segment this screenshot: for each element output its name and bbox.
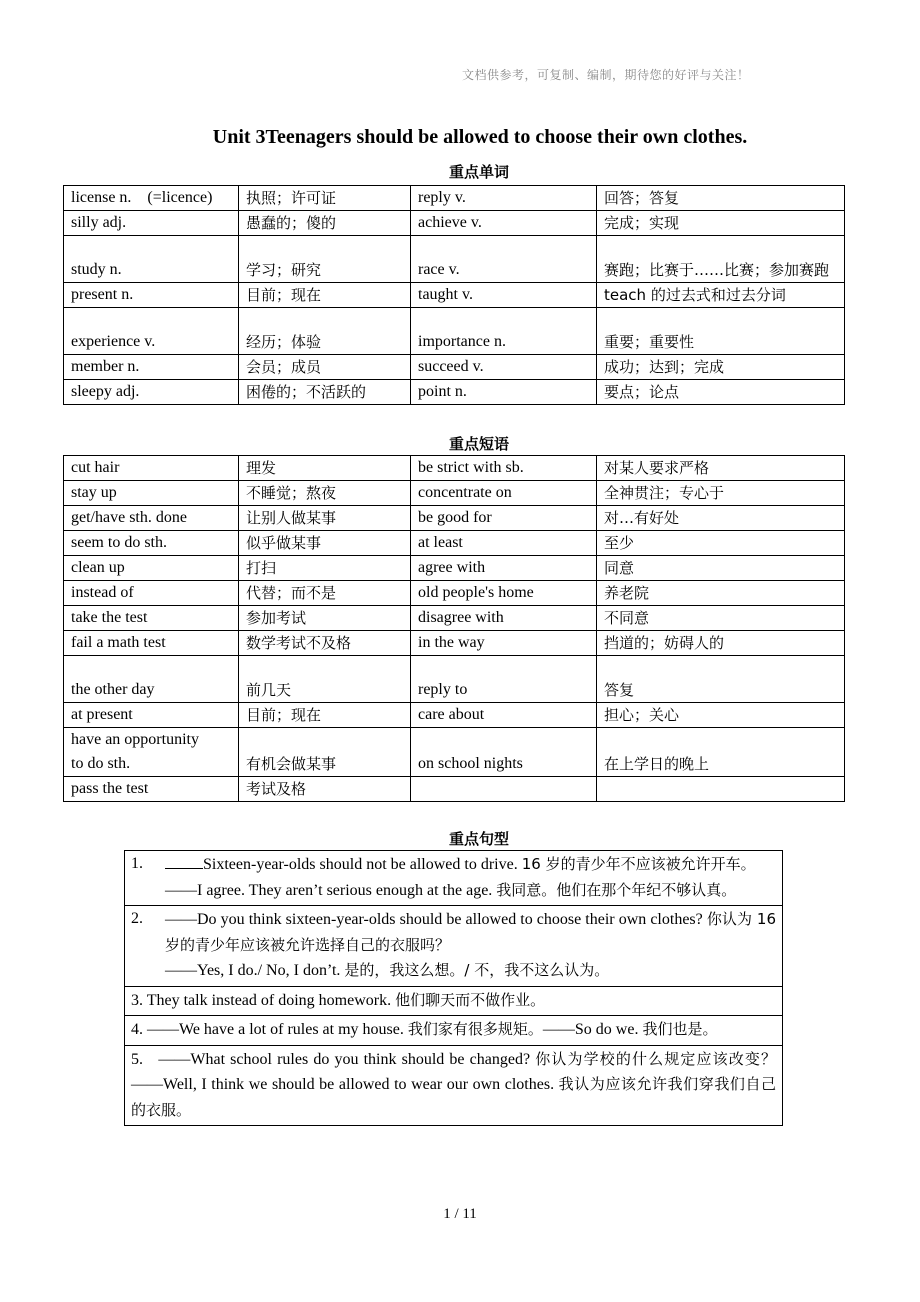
- sentence-cn: 16 岁的青少年不应该被允许开车。: [521, 855, 756, 873]
- table-row: [125, 986, 783, 1016]
- sentence-en: ——I agree. They aren’t serious enough at the age.: [165, 881, 493, 899]
- table-row: [64, 656, 845, 703]
- phrase-meaning: 对…有好处: [597, 506, 845, 531]
- table-row: [64, 380, 845, 405]
- phrase-text: stay up: [64, 481, 239, 506]
- phrase-meaning: 前几天: [239, 656, 411, 703]
- phrase-text: pass the test: [64, 777, 239, 802]
- answer-blank: [165, 852, 203, 869]
- phrase-text: be strict with sb.: [411, 456, 597, 481]
- table-row: [64, 581, 845, 606]
- sentence-item-5: [125, 1045, 783, 1126]
- vocab-meaning: teach 的过去式和过去分词: [597, 283, 845, 308]
- vocab-word: silly adj.: [64, 211, 239, 236]
- sentence-en: ——Yes, I do./ No, I don’t.: [165, 962, 341, 979]
- vocab-meaning: 困倦的；不活跃的: [239, 380, 411, 405]
- phrase-meaning: 养老院: [597, 581, 845, 606]
- vocab-meaning: 完成；实现: [597, 211, 845, 236]
- phrase-text: clean up: [64, 556, 239, 581]
- item-number: 2.: [131, 910, 143, 927]
- sentence-cn: 你认为 16 岁的青少年应该被允许选择自己的衣服吗？: [165, 910, 776, 954]
- vocab-word: experience v.: [64, 308, 239, 355]
- vocab-word: member n.: [64, 355, 239, 380]
- table-row: [64, 703, 845, 728]
- vocab-meaning: 重要；重要性: [597, 308, 845, 355]
- phrase-meaning: [597, 777, 845, 802]
- sentence-cn: 他们聊天而不做作业。: [395, 990, 546, 1009]
- phrase-text: fail a math test: [64, 631, 239, 656]
- phrase-text: get/have sth. done: [64, 506, 239, 531]
- phrase-meaning: 担心；关心: [597, 703, 845, 728]
- sentence-en: 4. ——We have a lot of rules at my house.: [131, 1021, 404, 1038]
- phrase-text: disagree with: [411, 606, 597, 631]
- phrase-meaning: 参加考试: [239, 606, 411, 631]
- vocab-meaning: 经历；体验: [239, 308, 411, 355]
- sentence-en: 3. They talk instead of doing homework.: [131, 991, 392, 1009]
- vocab-meaning: 会员；成员: [239, 355, 411, 380]
- phrase-meaning: 对某人要求严格: [597, 456, 845, 481]
- phrase-text: at least: [411, 531, 597, 556]
- sentence-en: ——So do we.: [542, 1021, 639, 1038]
- phrase-text: be good for: [411, 506, 597, 531]
- sentence-item-1: [125, 851, 783, 906]
- sentence-cn: 是的，我这么想。/ 不，我不这么认为。: [344, 961, 610, 979]
- vocab-meaning: 愚蠢的；傻的: [239, 211, 411, 236]
- sentence-en: ——What school rules do you think should be changed?: [158, 1050, 531, 1068]
- phrase-meaning: 数学考试不及格: [239, 631, 411, 656]
- vocab-word: sleepy adj.: [64, 380, 239, 405]
- vocab-word: race v.: [411, 236, 597, 283]
- sentence-item-4: [125, 1016, 783, 1046]
- phrase-meaning: 考试及格: [239, 777, 411, 802]
- sentence-en: ——Well, I think we should be allowed to wear our own clothes.: [131, 1076, 555, 1093]
- phrase-meaning: 同意: [597, 556, 845, 581]
- sentence-table: [124, 850, 783, 1126]
- table-row: [64, 728, 845, 777]
- phrase-text: in the way: [411, 631, 597, 656]
- sentence-section-title: 重点句型: [448, 830, 509, 848]
- page-title: Unit 3Teenagers should be allowed to choose their own clothes.: [212, 126, 748, 148]
- table-row: [125, 1016, 783, 1046]
- phrase-text: old people's home: [411, 581, 597, 606]
- sentence-cn: 我们也是。: [642, 1020, 718, 1038]
- phrase-text: take the test: [64, 606, 239, 631]
- vocab-table: [63, 185, 845, 405]
- table-row: [64, 556, 845, 581]
- table-row: [125, 1045, 783, 1126]
- header-note: 文档供参考，可复制、编制，期待您的好评与关注！: [462, 68, 750, 82]
- sentence-en: ——Do you think sixteen-year-olds should be allowed to choose their own clothes?: [165, 911, 703, 928]
- item-number: 5.: [131, 1050, 143, 1068]
- vocab-meaning: 要点；论点: [597, 380, 845, 405]
- table-row: [64, 606, 845, 631]
- table-row: [64, 631, 845, 656]
- sentence-cn: 你认为学校的什么规定应该改变？: [535, 1049, 777, 1068]
- sentence-cn: 我同意。他们在那个年纪不够认真。: [496, 880, 737, 899]
- phrase-meaning: 目前；现在: [239, 703, 411, 728]
- sentence-en: Sixteen-year-olds should not be allowed to drive.: [203, 856, 518, 873]
- vocab-word: study n.: [64, 236, 239, 283]
- table-row: [64, 186, 845, 211]
- vocab-meaning: 学习；研究: [239, 236, 411, 283]
- vocab-word: license n. (=licence): [64, 186, 239, 211]
- page-number: 1 / 11: [443, 1206, 477, 1222]
- phrase-meaning: 挡道的；妨碍人的: [597, 631, 845, 656]
- table-row: [125, 851, 783, 906]
- item-number: 1.: [131, 855, 143, 872]
- table-row: [64, 308, 845, 355]
- phrase-meaning: 答复: [597, 656, 845, 703]
- phrase-text: agree with: [411, 556, 597, 581]
- sentence-item-3: [125, 986, 783, 1016]
- table-row: [64, 506, 845, 531]
- phrase-text: the other day: [64, 656, 239, 703]
- phrase-text: on school nights: [411, 728, 597, 777]
- phrase-meaning: 不睡觉；熬夜: [239, 481, 411, 506]
- phrase-meaning: 打扫: [239, 556, 411, 581]
- phrase-section-title: 重点短语: [448, 435, 509, 453]
- vocab-word: reply v.: [411, 186, 597, 211]
- vocab-meaning: 执照；许可证: [239, 186, 411, 211]
- phrase-meaning: 让别人做某事: [239, 506, 411, 531]
- phrase-text: seem to do sth.: [64, 531, 239, 556]
- phrase-text: concentrate on: [411, 481, 597, 506]
- phrase-text: instead of: [64, 581, 239, 606]
- phrase-text: cut hair: [64, 456, 239, 481]
- phrase-text: have an opportunity to do sth.: [64, 728, 239, 777]
- phrase-table: [63, 455, 845, 802]
- phrase-meaning: 在上学日的晚上: [597, 728, 845, 777]
- table-row: [64, 456, 845, 481]
- vocab-word: succeed v.: [411, 355, 597, 380]
- sentence-item-2: [125, 906, 783, 987]
- phrase-meaning: 似乎做某事: [239, 531, 411, 556]
- phrase-meaning: 不同意: [597, 606, 845, 631]
- table-row: [64, 236, 845, 283]
- phrase-meaning: 全神贯注；专心于: [597, 481, 845, 506]
- phrase-meaning: 至少: [597, 531, 845, 556]
- phrase-meaning: 理发: [239, 456, 411, 481]
- sentence-cn: 我认为应该允许我们穿我们自己的衣服。: [131, 1075, 777, 1119]
- vocab-word: taught v.: [411, 283, 597, 308]
- phrase-text: care about: [411, 703, 597, 728]
- vocab-meaning: 回答；答复: [597, 186, 845, 211]
- table-row: [64, 777, 845, 802]
- phrase-text: at present: [64, 703, 239, 728]
- table-row: [64, 211, 845, 236]
- table-row: [125, 906, 783, 987]
- phrase-text: reply to: [411, 656, 597, 703]
- vocab-meaning: 赛跑；比赛于……比赛；参加赛跑: [597, 236, 845, 283]
- vocab-meaning: 成功；达到；完成: [597, 355, 845, 380]
- phrase-text: [411, 777, 597, 802]
- vocab-section-title: 重点单词: [448, 163, 509, 181]
- phrase-meaning: 有机会做某事: [239, 728, 411, 777]
- table-row: [64, 531, 845, 556]
- table-row: [64, 283, 845, 308]
- vocab-word: importance n.: [411, 308, 597, 355]
- vocab-word: point n.: [411, 380, 597, 405]
- vocab-meaning: 目前；现在: [239, 283, 411, 308]
- sentence-cn: 我们家有很多规矩。: [407, 1020, 543, 1038]
- vocab-word: present n.: [64, 283, 239, 308]
- table-row: [64, 481, 845, 506]
- table-row: [64, 355, 845, 380]
- phrase-meaning: 代替；而不是: [239, 581, 411, 606]
- vocab-word: achieve v.: [411, 211, 597, 236]
